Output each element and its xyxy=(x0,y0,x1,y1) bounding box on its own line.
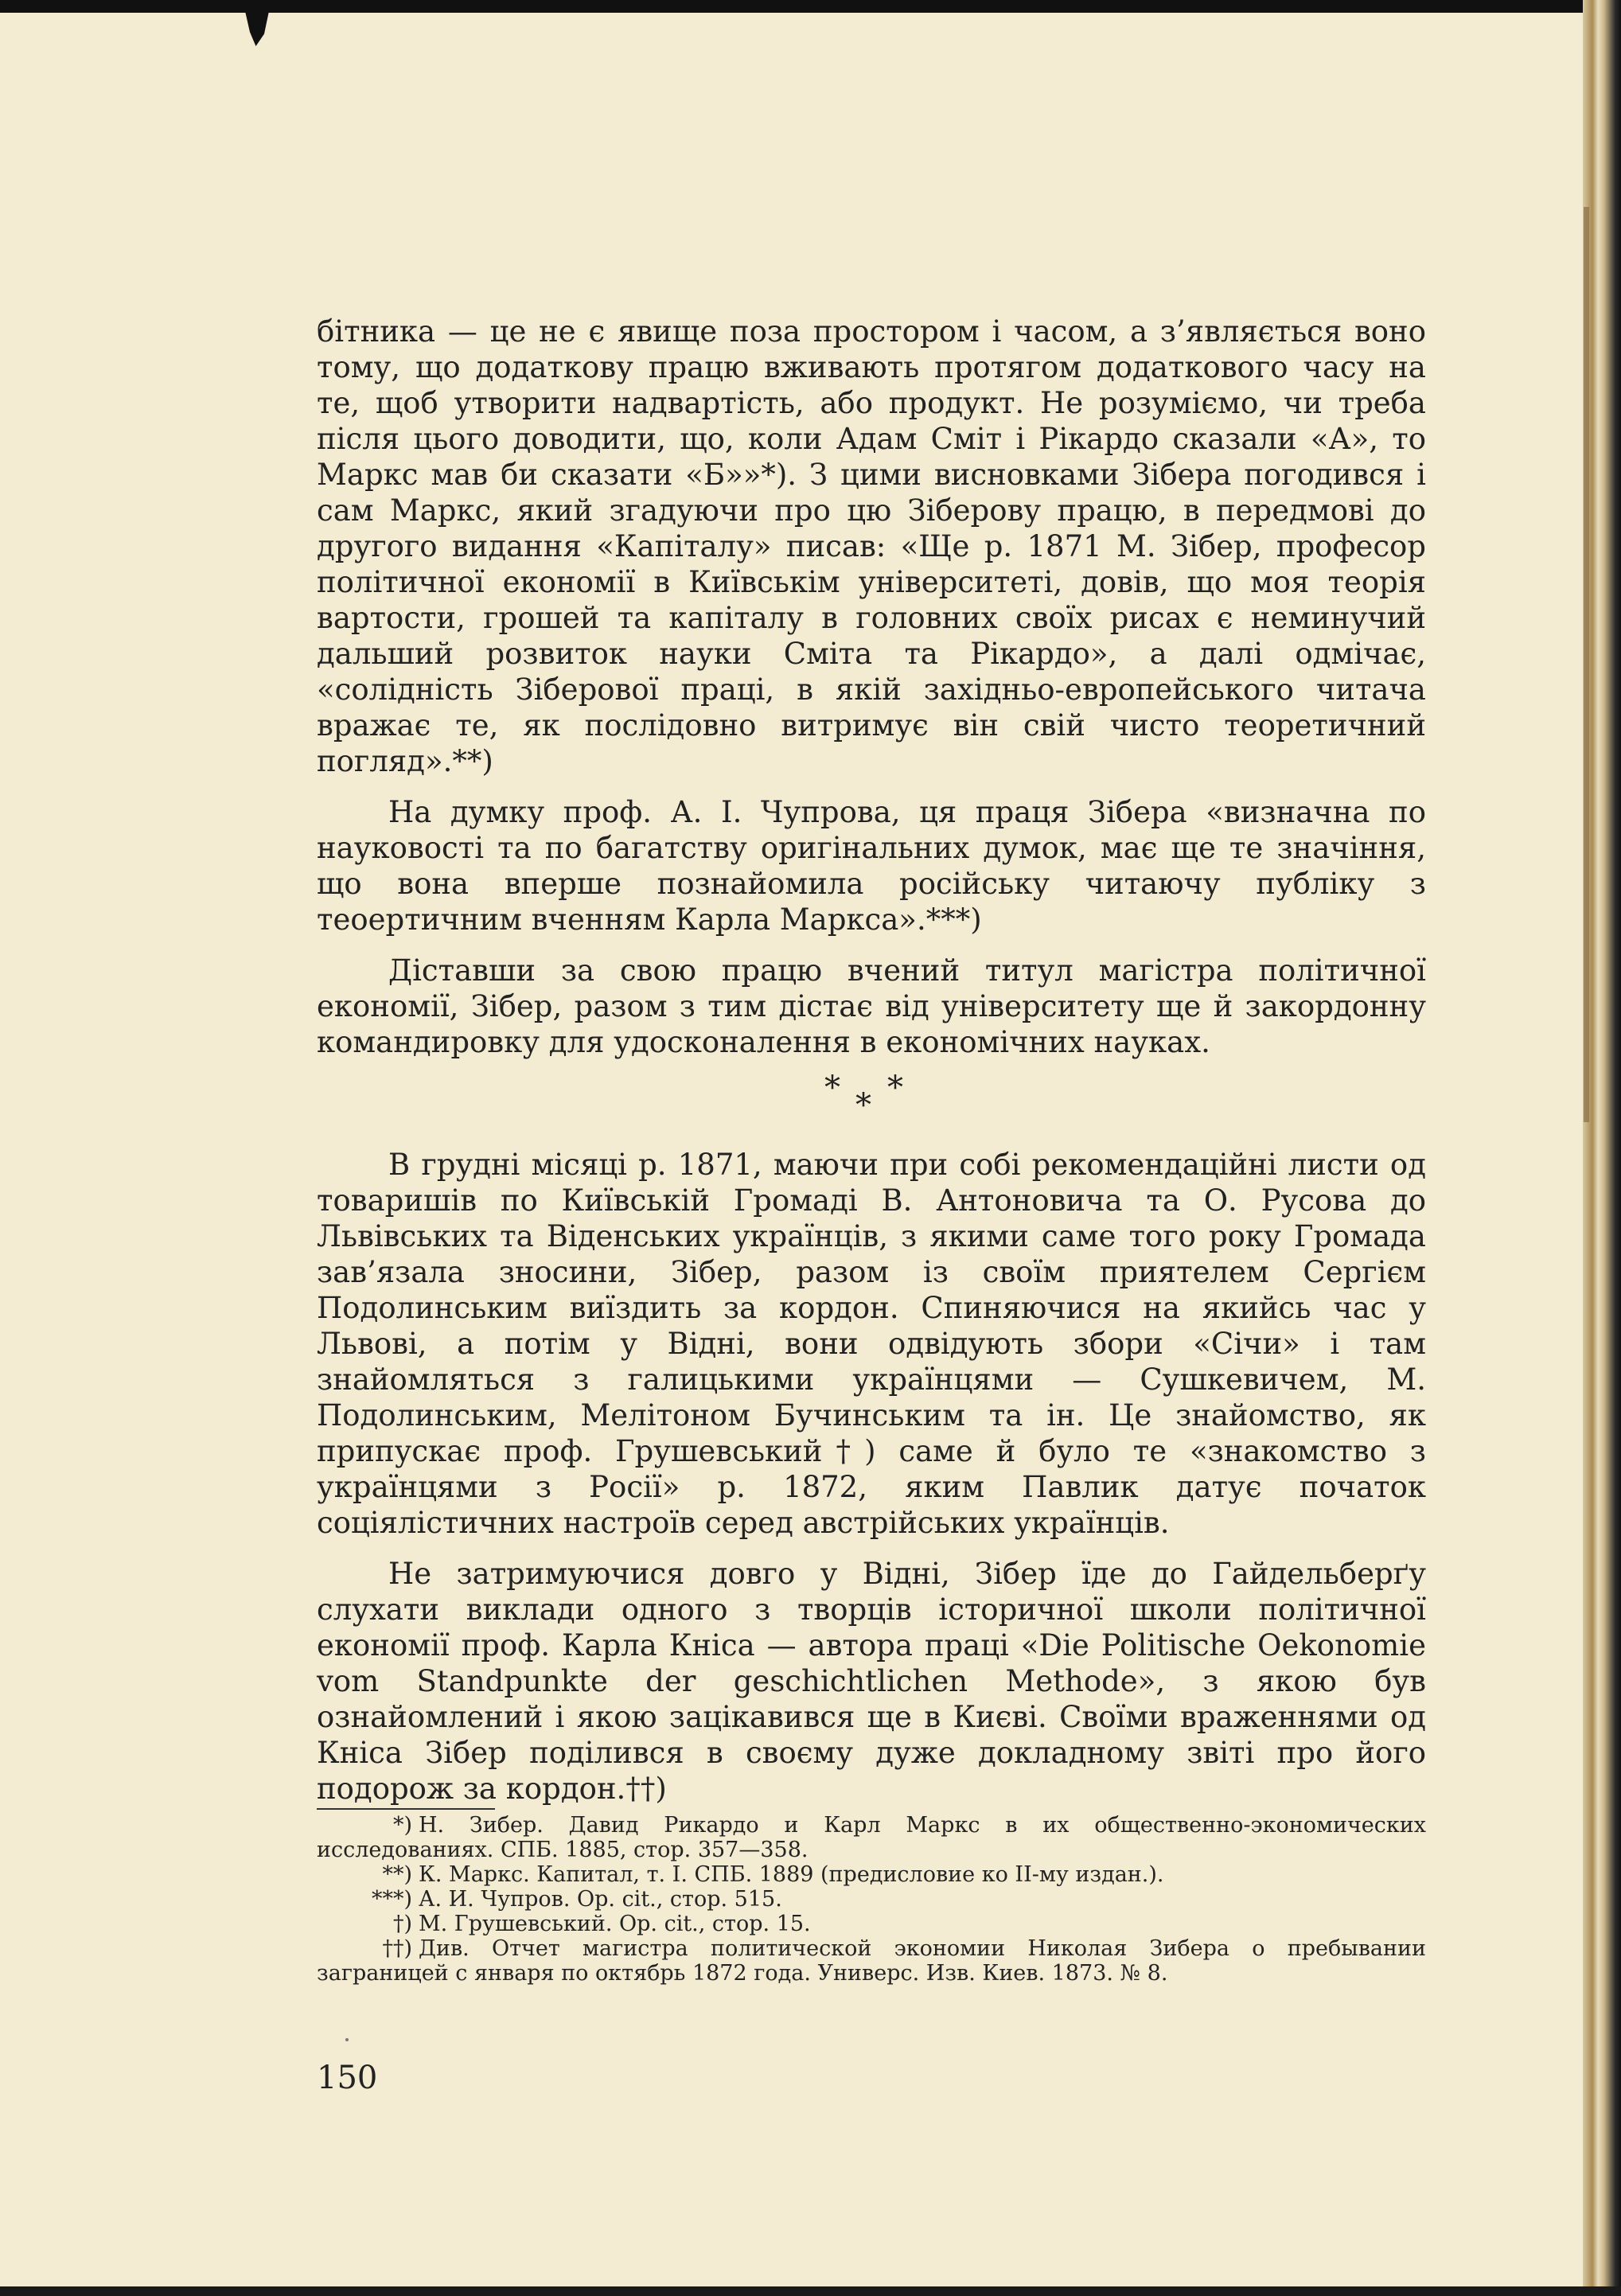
asterisk: * xyxy=(855,1087,871,1124)
asterisk: * xyxy=(824,1070,840,1106)
asterisk: * xyxy=(887,1070,903,1106)
footnote xyxy=(317,1936,1426,1986)
scan-speck xyxy=(345,2038,349,2041)
footnote-text: Див. Отчет магистра политической экономии Николая Зибера о пребывании заграницей с января по октябрь 1872 года. Универс. Изв. Киев. 1873. № 8. xyxy=(317,1936,1426,1986)
paragraph: В грудні місяці р. 1871, маючи при собі рекомендаційні листи од товаришів по Київській Громаді В. Антоновича та О. Русова до Львівських та Віденських українців, з якими саме того року Громада зав’язала зносини, Зібер, разом із своїм приятелем Сергієм Подолинським виїздить за кордон. Спиняючися на якийсь час у Львові, а потім у Відні, вони одвідують збори «Січи» і там знайомляться з галицькими українцями — Сушкевичем, М. Подолинським, Мелітоном Бучинським та ін. Це знайомство, як припускає проф. Грушевський†) саме й було те «знакомство з українцями з Росії» р. 1872, яким Павлик датує початок соціялістичних настроїв серед австрійських українців. xyxy=(317,1148,1426,1540)
footnote-marker: ***) xyxy=(371,1887,412,1912)
main-text-bottom xyxy=(317,1147,1426,1822)
footnotes xyxy=(317,1813,1426,1986)
paragraph: Діставши за свою працю вчений титул магістра політичної економії, Зібер, разом з тим дістає від університету ще й закордонну командировку для удосконалення в економічних науках. xyxy=(317,953,1426,1059)
footnote-text: К. Маркс. Капитал, т. I. СПБ. 1889 (предисловие ко II-му издан.). xyxy=(419,1862,1164,1887)
footnote-marker: *) xyxy=(392,1813,412,1838)
section-separator-asterism xyxy=(812,1070,923,1125)
footnote-divider xyxy=(317,1808,495,1810)
footnote-marker: ††) xyxy=(382,1936,412,1961)
footnote-text: М. Грушевський. Op. cit., стор. 15. xyxy=(419,1912,811,1936)
top-scan-border xyxy=(0,0,1621,13)
footnote-marker: **) xyxy=(382,1862,412,1887)
main-text-top xyxy=(317,314,1426,1075)
binding-shadow xyxy=(1584,207,1589,1122)
footnote xyxy=(317,1813,1426,1862)
footnote xyxy=(317,1887,1426,1912)
footnote-text: А. И. Чупров. Op. cit., стор. 515. xyxy=(419,1887,782,1912)
footnote-text: Н. Зибер. Давид Рикардо и Карл Маркс в их общественно-экономических исследованиях. СПБ. 1885, стор. 357—358. xyxy=(317,1813,1426,1862)
footnote xyxy=(317,1862,1426,1887)
paragraph: бітника — це не є явище поза простором і часом, а з’являється воно тому, що додаткову працю вживають протягом додаткового часу на те, щоб утворити надвартість, або продукт. Не розуміємо, чи треба після цього доводити, що, коли Адам Сміт і Рікардо сказали «А», то Маркс мав би сказати «Б»»*). З цими висновками Зібера погодився і сам Маркс, який згадуючи про цю Зіберову працю, в передмові до другого видання «Капіталу» писав: «Ще р. 1871 М. Зібер, професор політичної економії в Київськім університеті, довів, що моя теорія вартости, грошей та капіталу в головних своїх рисах є неминучий дальший розвиток науки Сміта та Рікардо», а далі одмічає, «солідність Зіберової праці, в якій західньо-европейського читача вражає те, як послідовно витримує він свій чисто теоретичний погляд».**) xyxy=(317,314,1426,778)
footnote-marker: †) xyxy=(392,1912,412,1936)
page-number: 150 xyxy=(317,2060,378,2096)
bottom-scan-border xyxy=(0,2286,1621,2296)
footnote xyxy=(317,1912,1426,1936)
bookmark-ribbon-mark xyxy=(245,11,269,46)
paragraph: Не затримуючися довго у Відні, Зібер їде до Гайдельберґу слухати виклади одного з творців історичної школи політичної економії проф. Карла Кніса — автора праці «Die Politische Oekonomie vom Standpunkte der geschichtlichen Methode», з якою був ознайомлений і якою зацікавився ще в Києві. Своїми враженнями од Кніса Зібер поділився в своєму дуже докладному звіті про його подорож за кордон.††) xyxy=(317,1557,1426,1806)
paragraph: На думку проф. А. І. Чупрова, ця праця Зібера «визначна по науковості та по багатству оригінальних думок, має ще те значіння, що вона вперше познайомила російську читаючу публіку з теоертичним вченням Карла Маркса».***) xyxy=(317,795,1426,937)
